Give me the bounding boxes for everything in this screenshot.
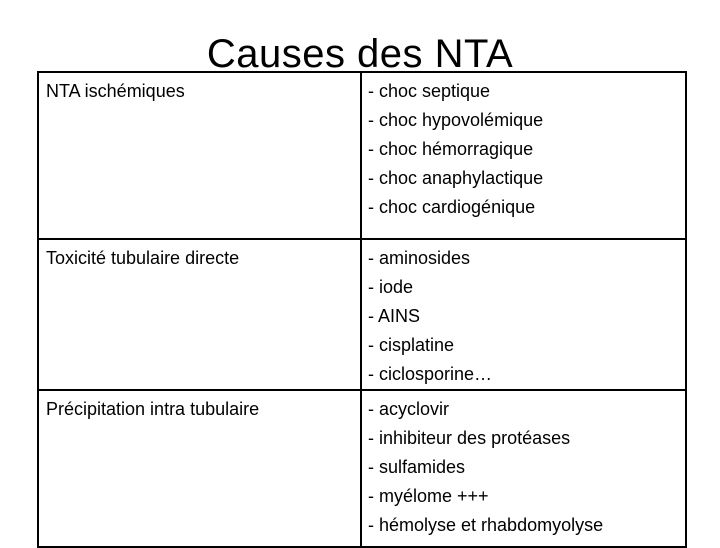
list-item: - myélome +++	[368, 486, 489, 506]
table-row	[38, 239, 686, 390]
list-item: - aminosides	[368, 248, 471, 268]
list-item: - choc septique	[368, 81, 491, 101]
list-item: - AINS	[368, 306, 421, 326]
list-item: - iode	[368, 277, 414, 297]
list-item: - choc anaphylactique	[368, 168, 544, 188]
table-row	[38, 72, 686, 239]
table-row	[38, 390, 686, 547]
causes-table	[37, 71, 687, 548]
items-cell	[361, 390, 686, 547]
category-cell: Toxicité tubulaire directe	[38, 239, 361, 390]
list-item: - hémolyse et rhabdomyolyse	[368, 515, 604, 535]
list-item: - cisplatine	[368, 335, 455, 355]
list-item: - choc hémorragique	[368, 139, 534, 159]
items-cell	[361, 239, 686, 390]
list-item: - acyclovir	[368, 399, 450, 419]
list-item: - sulfamides	[368, 457, 466, 477]
category-cell: Précipitation intra tubulaire	[38, 390, 361, 547]
list-item: - choc hypovolémique	[368, 110, 544, 130]
items-cell	[361, 72, 686, 239]
list-item: - inhibiteur des protéases	[368, 428, 571, 448]
list-item: - choc cardiogénique	[368, 197, 536, 217]
slide-title: Causes des NTA	[206, 32, 514, 76]
category-cell: NTA ischémiques	[38, 72, 361, 239]
list-item: - ciclosporine…	[368, 364, 493, 384]
